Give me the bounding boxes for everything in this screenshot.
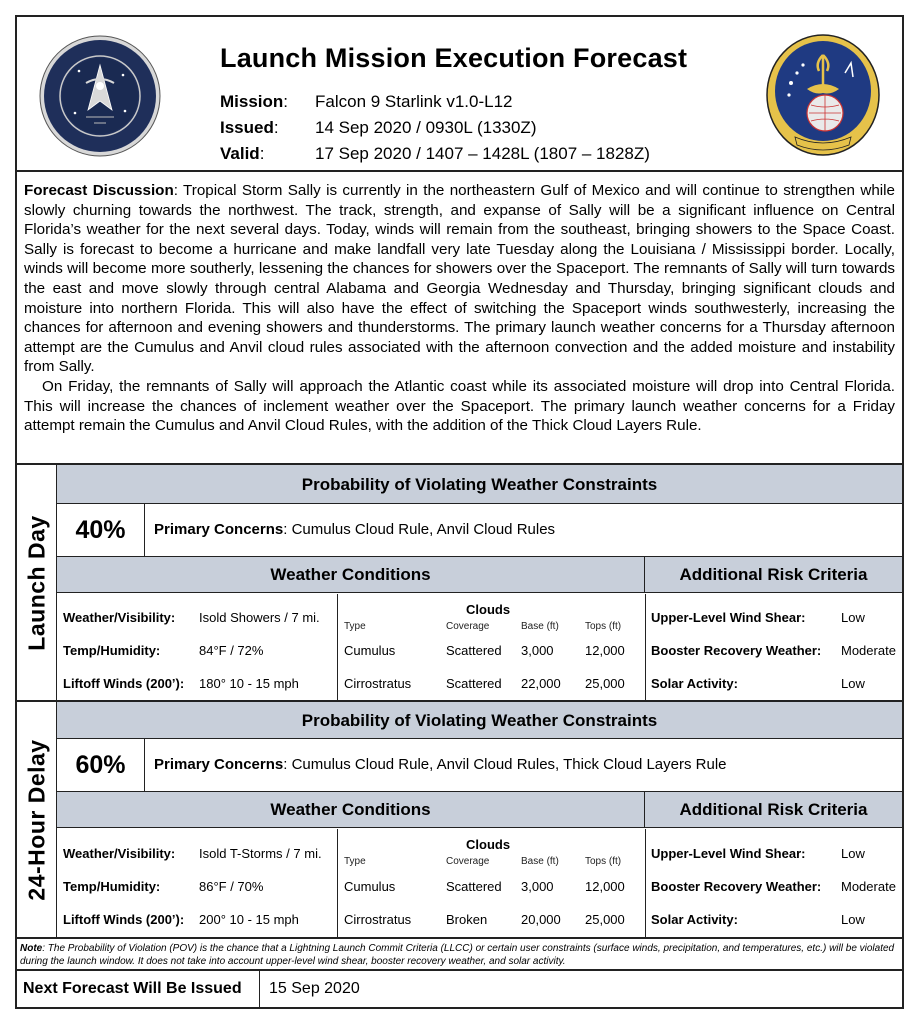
valid-value: 17 Sep 2020 / 1407 – 1428L (1807 – 1828Z) [315,144,650,163]
booster-recovery-value: Moderate [841,879,896,894]
valid-label: Valid [220,144,260,163]
space-force-seal-icon [39,35,161,157]
launch-day-section [17,465,902,700]
delay-section [17,700,902,937]
discussion-label: Forecast Discussion [24,182,174,199]
issued-label: Issued [220,118,274,137]
cloud-type: Cirrostratus [344,912,412,927]
forecast-header [17,17,902,172]
liftoff-winds-label: Liftoff Winds (200’): [63,912,185,927]
cloud-base: 3,000 [521,643,554,658]
cloud-base: 20,000 [521,912,561,927]
primary-concerns: Primary Concerns: Cumulus Cloud Rule, Anvil Cloud Rules [154,521,556,538]
weather-visibility-label: Weather/Visibility: [63,846,176,861]
weather-visibility-value: Isold Showers / 7 mi. [199,610,320,625]
booster-recovery-label: Booster Recovery Weather: [651,879,822,894]
additional-risk-title: Additional Risk Criteria [645,792,902,828]
cloud-header-tops: Tops (ft) [585,621,622,632]
cloud-tops: 25,000 [585,676,625,691]
cloud-coverage: Scattered [446,643,502,658]
next-forecast-label: Next Forecast Will Be Issued [17,971,260,1007]
next-forecast-value: 15 Sep 2020 [269,980,360,997]
solar-activity-value: Low [841,912,865,927]
pov-title-bar: Probability of Violating Weather Constraints [57,465,902,504]
mission-value: Falcon 9 Starlink v1.0-L12 [315,92,513,111]
temp-humidity-value: 84°F / 72% [199,643,264,658]
weather-visibility-label: Weather/Visibility: [63,610,176,625]
pov-title-bar: Probability of Violating Weather Constraints [57,702,902,739]
clouds-title: Clouds [466,602,511,617]
cloud-coverage: Scattered [446,879,502,894]
launch-day-side-label: Launch Day [17,465,57,700]
primary-concerns-value: Cumulus Cloud Rule, Anvil Cloud Rules [291,521,556,538]
pov-percent: 40% [57,504,145,556]
discussion-paragraph-1: Tropical Storm Sally is currently in the northeastern Gulf of Mexico and will continue to strengthen while slowly churning towards the northwest. The track, strength, and expanse of Sally will be a significant influence on Central Florida’s weather for the next several days. Today, winds will remain from the southeast, bringing showers to the Space Coast. Sally is forecast to become a hurricane and make landfall very late Tuesday along the Louisiana / Mississippi border. Locally, winds will become more southerly, lessening the chances for showers over the Spaceport. The remnants of Sally will turn towards the east and move slowly through central Alabama and Georgia Wednesday and Thursday, bringing significant clouds and moisture into northern Florida. This will also have the effect of switching the Spaceport winds southwesterly, increasing the chances for afternoon and evening showers and thunderstorms. The primary launch weather concerns for a Thursday afternoon attempt are the Cumulus and Anvil cloud rules associated with the afternoon convection and the added moisture and instability from Sally. [24,182,895,376]
wind-shear-value: Low [841,846,865,861]
valid-colon: : [259,144,265,163]
cloud-header-coverage: Coverage [446,856,490,867]
solar-activity-label: Solar Activity: [651,912,738,927]
cloud-header-coverage: Coverage [446,621,490,632]
solar-activity-value: Low [841,676,865,691]
next-forecast-row [17,971,902,1007]
booster-recovery-label: Booster Recovery Weather: [651,643,822,658]
pov-percent: 60% [57,739,145,791]
liftoff-winds-value: 200° 10 - 15 mph [199,912,299,927]
45th-weather-squadron-patch-icon [765,33,881,157]
mission-label: Mission [220,92,284,111]
weather-conditions-title: Weather Conditions [57,557,645,593]
pov-row [57,739,902,792]
weather-conditions-title: Weather Conditions [57,792,645,828]
forecast-discussion: Forecast Discussion: Tropical Storm Sally is currently in the northeastern Gulf of Mexico and will continue to strengthen while slowly churning towards the northwest. The track, strength, and expanse of Sally will be a significant influence on Central Florida’s weather for the next several days. Today, winds will remain from the southeast, bringing showers to the Space Coast. Sally is forecast to become a hurricane and make landfall very late Tuesday along the Louisiana / Mississippi border. Locally, winds will become more southerly, lessening the chances for showers over the Spaceport. The remnants of Sally will turn towards the east and move slowly through central Alabama and Georgia Wednesday and Thursday, bringing significant clouds and moisture into northern Florida. This will also have the effect of switching the Spaceport winds southwesterly, increasing the chances for afternoon and evening showers and thunderstorms. The primary launch weather concerns for a Thursday afternoon attempt are the Cumulus and Anvil cloud rules associated with the afternoon convection and the added moisture and instability from Sally. On Friday, the remnants of Sally will approach the Atlantic coast while its associated moisture will drop into Central Florida. This will increase the chances of inclement weather over the Spaceport. The primary launch weather concerns for a Friday attempt remain the Cumulus and Anvil Cloud Rules, with the addition of the Thick Cloud Layers Rule. [17,174,902,465]
note-label: Note [20,943,43,954]
mission-colon: : [283,92,289,111]
weather-visibility-value: Isold T-Storms / 7 mi. [199,846,322,861]
issued-colon: : [273,118,279,137]
cloud-header-type: Type [344,621,366,632]
primary-concerns: Primary Concerns: Cumulus Cloud Rule, Anvil Cloud Rules, Thick Cloud Layers Rule [154,756,727,773]
wind-shear-value: Low [841,610,865,625]
cloud-header-base: Base (ft) [521,621,559,632]
pov-note: Note: The Probability of Violation (POV) is the chance that a Lightning Launch Commit Criteria (LLCC) or certain user constraints (surface winds, precipitation, and temperatures, etc.) will be violated during the launch window. It does not take into account upper-level wind shear, booster recovery weather, and solar activity. [17,937,902,971]
temp-humidity-label: Temp/Humidity: [63,643,161,658]
discussion-paragraph-2: On Friday, the remnants of Sally will approach the Atlantic coast while its associated moisture will drop into Central Florida. This will increase the chances of inclement weather over the Spaceport. The primary launch weather concerns for a Friday attempt remain the Cumulus and Anvil Cloud Rules, with the addition of the Thick Cloud Layers Rule. [24,377,895,435]
liftoff-winds-value: 180° 10 - 15 mph [199,676,299,691]
additional-risk-title: Additional Risk Criteria [645,557,902,593]
cloud-tops: 12,000 [585,643,625,658]
cloud-base: 22,000 [521,676,561,691]
clouds-title: Clouds [466,837,511,852]
note-text: The Probability of Violation (POV) is the chance that a Lightning Launch Commit Criteria (LLCC) or certain user constraints (surface winds, precipitation, and temperatures, etc.) will be violated during the launch window. It does not take into account upper-level wind shear, booster recovery weather, and solar activity. [20,943,895,967]
delay-side-label: 24-Hour Delay [17,702,57,937]
wind-shear-label: Upper-Level Wind Shear: [651,846,806,861]
booster-recovery-value: Moderate [841,643,896,658]
cloud-coverage: Broken [446,912,488,927]
cloud-type: Cumulus [344,643,396,658]
wind-shear-label: Upper-Level Wind Shear: [651,610,806,625]
issued-value: 14 Sep 2020 / 0930L (1330Z) [315,118,537,137]
temp-humidity-value: 86°F / 70% [199,879,264,894]
cloud-header-base: Base (ft) [521,856,559,867]
valid-row [220,144,650,164]
page-title: Launch Mission Execution Forecast [220,43,688,73]
solar-activity-label: Solar Activity: [651,676,738,691]
cloud-type: Cumulus [344,879,396,894]
liftoff-winds-label: Liftoff Winds (200’): [63,676,185,691]
cloud-header-tops: Tops (ft) [585,856,622,867]
temp-humidity-label: Temp/Humidity: [63,879,161,894]
cloud-type: Cirrostratus [344,676,412,691]
cloud-coverage: Scattered [446,676,502,691]
cloud-base: 3,000 [521,879,554,894]
forecast-document [15,15,904,1009]
cloud-tops: 12,000 [585,879,625,894]
primary-concerns-value: Cumulus Cloud Rule, Anvil Cloud Rules, Thick Cloud Layers Rule [291,756,727,773]
cloud-tops: 25,000 [585,912,625,927]
mission-row [220,92,513,112]
pov-row [57,504,902,557]
cloud-header-type: Type [344,856,366,867]
issued-row [220,118,536,138]
